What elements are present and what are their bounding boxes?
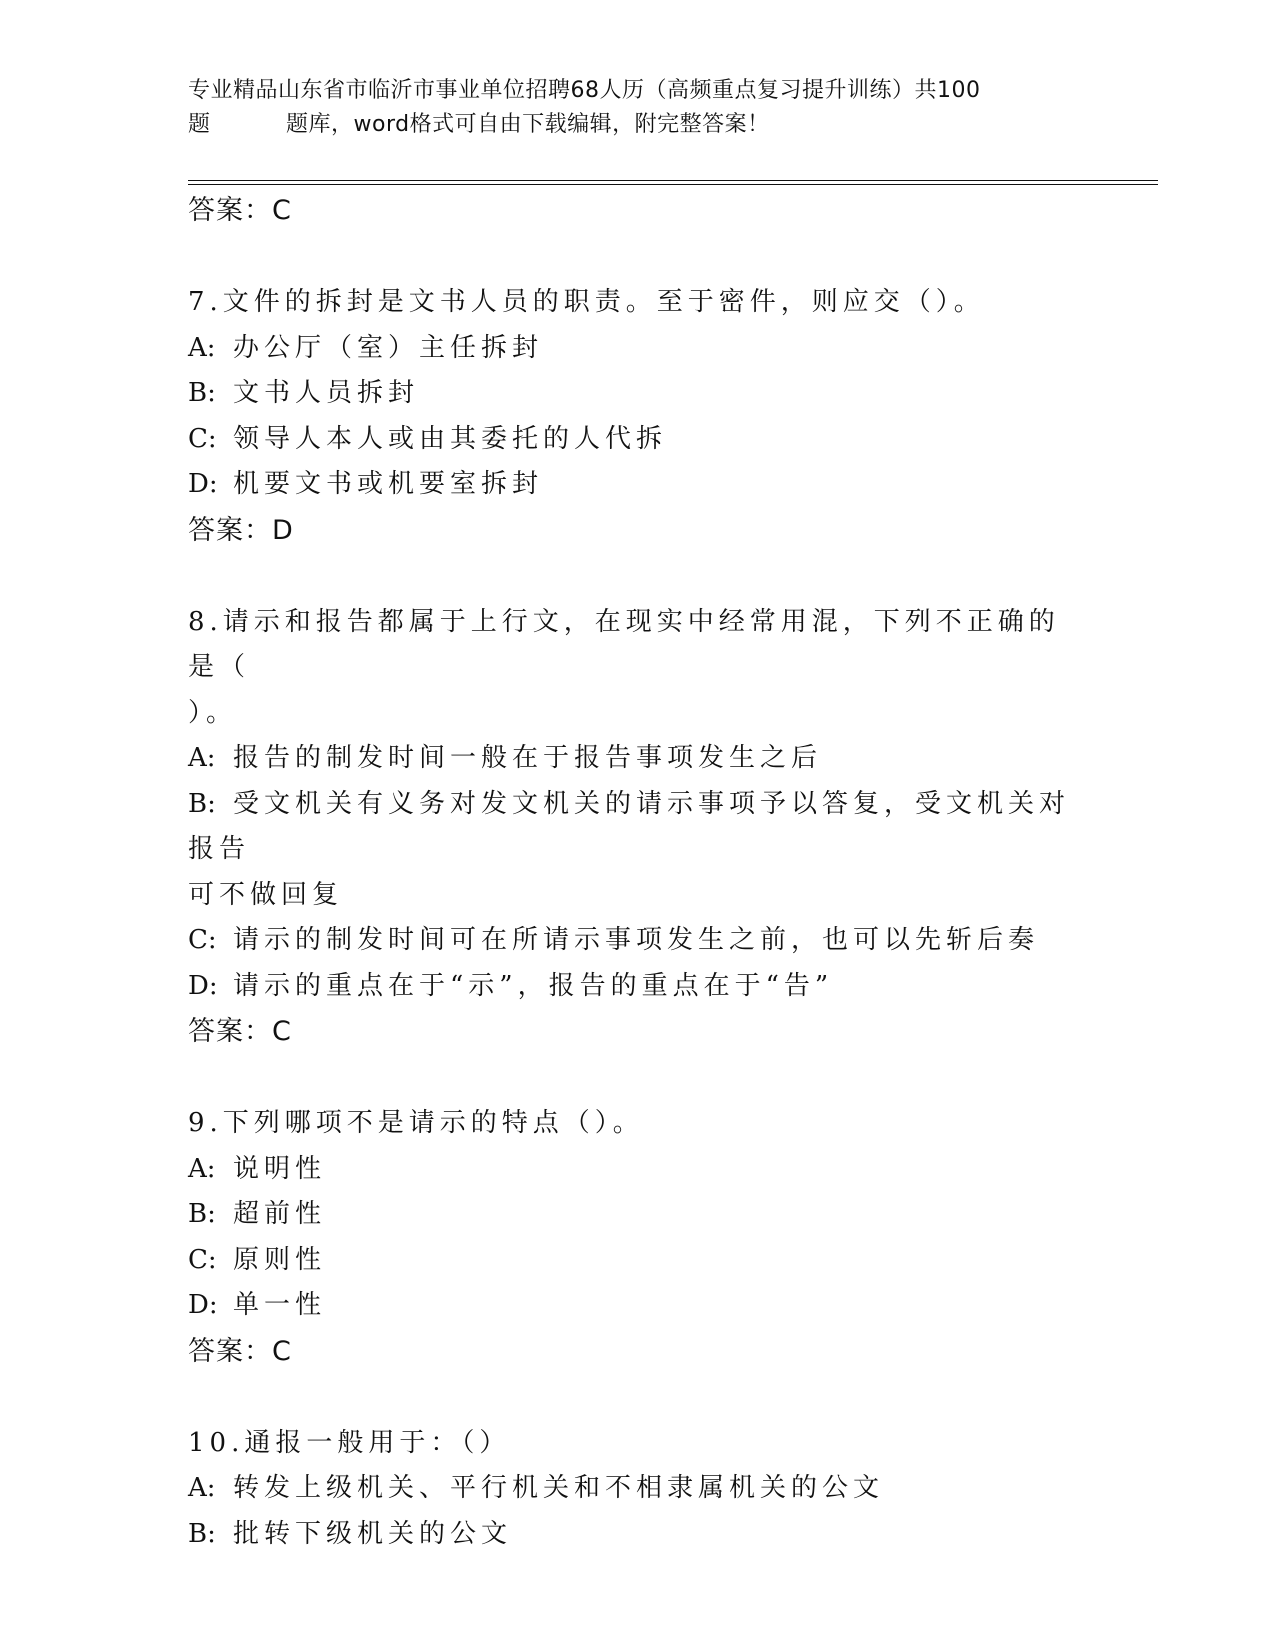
option-letter: C: [188, 925, 217, 955]
spacer [188, 1055, 1088, 1101]
option-text: 请示的重点在于“示”，报告的重点在于“告” [233, 970, 834, 1001]
header-title-line1: 专业精品山东省市临沂市事业单位招聘68人历（高频重点复习提升训练）共100 [188, 78, 981, 103]
option-d [188, 1283, 1088, 1329]
option-text: 单一性 [233, 1290, 327, 1320]
option-text: 批转下级机关的公文 [233, 1518, 513, 1549]
option-text: 转发上级机关、平行机关和不相隶属机关的公文 [233, 1473, 885, 1503]
option-b [188, 1192, 1088, 1238]
option-c [188, 918, 1088, 964]
option-text: 领导人本人或由其委托的人代拆 [233, 423, 668, 454]
spacer [188, 234, 1088, 280]
question-10 [188, 1421, 1088, 1558]
question-text: 8.请示和报告都属于上行文，在现实中经常用混，下列不正确的是（ [188, 606, 1060, 682]
option-b [188, 782, 1088, 873]
question-7 [188, 280, 1088, 554]
option-text: 文书人员拆封 [233, 378, 420, 408]
header-divider-bottom [188, 184, 1158, 185]
option-text: 原则性 [233, 1244, 327, 1275]
question-text: 9.下列哪项不是请示的特点（）。 [188, 1108, 644, 1138]
option-text: 说明性 [233, 1153, 327, 1184]
option-text: 受文机关有义务对发文机关的请示事项予以答复，受文机关对报告 [188, 788, 1071, 864]
option-a [188, 1147, 1088, 1193]
option-letter: B: [188, 1199, 216, 1229]
option-text: 报告的制发时间一般在于报告事项发生之后 [233, 743, 823, 773]
question-9 [188, 1101, 1088, 1375]
spacer [188, 1375, 1088, 1421]
option-letter: A: [188, 1473, 216, 1503]
option-letter: D: [188, 469, 218, 499]
option-letter: A: [188, 743, 216, 773]
previous-answer: 答案：C [188, 195, 292, 226]
option-a [188, 1466, 1088, 1512]
option-letter: C: [188, 423, 217, 454]
header-title-line2 [188, 108, 1068, 142]
header-divider-top [188, 180, 1158, 181]
question-text-continued: ）。 [188, 697, 238, 728]
option-letter: C: [188, 1244, 217, 1275]
option-a [188, 326, 1088, 372]
option-letter: D: [188, 1290, 218, 1320]
option-letter: B: [188, 1518, 216, 1549]
question-text: 7.文件的拆封是文书人员的职责。至于密件，则应交（）。 [188, 287, 985, 317]
option-b [188, 1512, 1088, 1558]
question-text: 10.通报一般用于：（） [188, 1427, 511, 1458]
option-c [188, 417, 1088, 463]
option-b-continued: 可不做回复 [188, 879, 344, 910]
option-b [188, 371, 1088, 417]
option-a [188, 736, 1088, 782]
option-letter: D: [188, 970, 218, 1001]
option-text: 请示的制发时间可在所请示事项发生之前，也可以先斩后奏 [233, 925, 1040, 955]
option-d [188, 462, 1088, 508]
question-list [188, 188, 1088, 1557]
header-title-rest: 题库，word格式可自由下载编辑，附完整答案！ [286, 112, 770, 137]
answer-line: 答案：D [188, 514, 294, 546]
answer-line: 答案：C [188, 1335, 292, 1367]
option-text: 超前性 [233, 1199, 327, 1229]
option-letter: B: [188, 378, 216, 408]
spacer [188, 554, 1088, 600]
question-8 [188, 600, 1088, 1056]
option-d [188, 964, 1088, 1010]
option-letter: B: [188, 788, 216, 819]
option-c [188, 1238, 1088, 1284]
header-title-lead: 题 [188, 112, 211, 137]
option-text: 办公厅（室）主任拆封 [233, 332, 544, 363]
option-text: 机要文书或机要室拆封 [233, 469, 544, 499]
option-letter: A: [188, 1153, 216, 1184]
answer-line: 答案：C [188, 1016, 292, 1047]
page-header [188, 74, 1068, 142]
option-letter: A: [188, 332, 216, 363]
